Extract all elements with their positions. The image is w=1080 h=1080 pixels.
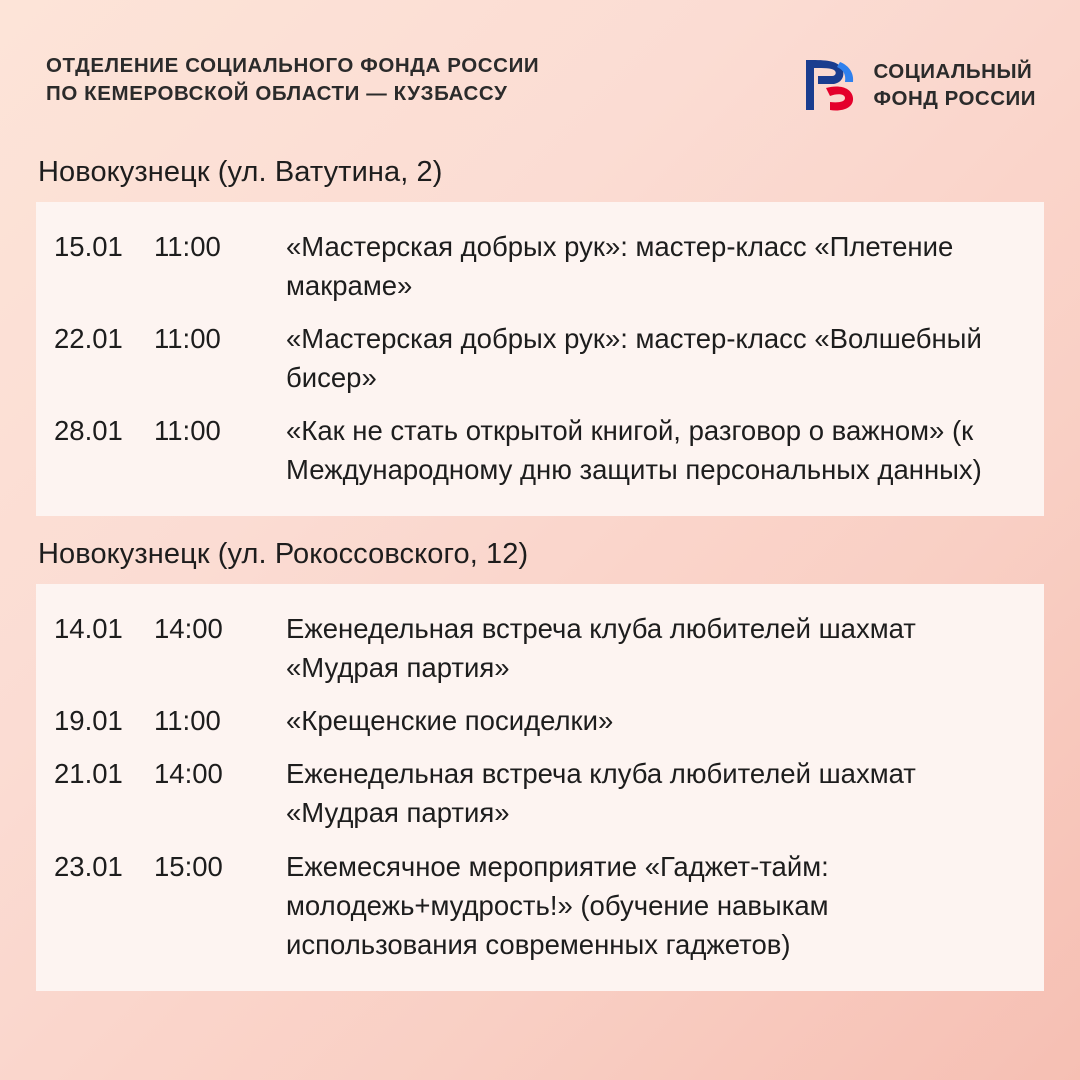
brand-text-line2: ФОНД РОССИИ bbox=[873, 87, 1036, 110]
event-time: 11:00 bbox=[154, 323, 221, 355]
event-date: 21.01 bbox=[54, 758, 123, 790]
event-time: 14:00 bbox=[154, 613, 223, 645]
event-time: 15:00 bbox=[154, 850, 223, 882]
brand-text-line1: СОЦИАЛЬНЫЙ bbox=[873, 59, 1033, 83]
event-date: 15.01 bbox=[54, 231, 123, 262]
event-date: 28.01 bbox=[54, 415, 123, 447]
table-row bbox=[36, 404, 1044, 496]
schedule-section bbox=[36, 538, 1044, 990]
event-time: 11:00 bbox=[154, 705, 221, 737]
event-title: «Как не стать открытой книгой, разговор о важном» (к Международному дню защиты персональных данных) bbox=[286, 415, 982, 486]
event-time: 11:00 bbox=[154, 231, 221, 262]
table-row bbox=[36, 840, 1044, 971]
table-row bbox=[36, 747, 1044, 839]
table-row bbox=[36, 220, 1044, 312]
header bbox=[0, 0, 1080, 116]
table-row bbox=[36, 694, 1044, 747]
schedule-section bbox=[36, 156, 1044, 516]
event-title: Еженедельная встреча клуба любителей шахмат «Мудрая партия» bbox=[286, 613, 916, 684]
event-title: Еженедельная встреча клуба любителей шахмат «Мудрая партия» bbox=[286, 758, 916, 829]
event-date: 22.01 bbox=[54, 323, 123, 355]
schedule-table bbox=[36, 584, 1044, 990]
event-title: «Мастерская добрых рук»: мастер-класс «Волшебный бисер» bbox=[286, 323, 982, 394]
brand-block bbox=[796, 54, 1036, 116]
event-date: 23.01 bbox=[54, 850, 123, 882]
organization-title bbox=[46, 52, 539, 109]
section-title: Новокузнецк (ул. Ватутина, 2) bbox=[38, 156, 443, 188]
event-time: 14:00 bbox=[154, 758, 223, 790]
sfr-logo-icon bbox=[796, 54, 858, 116]
event-title: «Мастерская добрых рук»: мастер-класс «Плетение макраме» bbox=[286, 231, 954, 302]
table-row bbox=[36, 312, 1044, 404]
event-time: 11:00 bbox=[154, 415, 221, 447]
section-title: Новокузнецк (ул. Рокоссовского, 12) bbox=[38, 538, 529, 571]
event-title: Ежемесячное мероприятие «Гаджет-тайм: молодежь+мудрость!» (обучение навыкам использования современных гаджетов) bbox=[286, 850, 829, 960]
organization-title-line2: ПО КЕМЕРОВСКОЙ ОБЛАСТИ — КУЗБАССУ bbox=[46, 82, 508, 106]
event-date: 19.01 bbox=[54, 705, 123, 737]
event-title: «Крещенские посиделки» bbox=[286, 705, 614, 737]
brand-text bbox=[874, 58, 1036, 113]
event-date: 14.01 bbox=[54, 613, 123, 645]
schedule-content bbox=[0, 156, 1080, 991]
table-row bbox=[36, 602, 1044, 694]
organization-title-line1: ОТДЕЛЕНИЕ СОЦИАЛЬНОГО ФОНДА РОССИИ bbox=[46, 54, 540, 77]
schedule-table bbox=[36, 202, 1044, 516]
